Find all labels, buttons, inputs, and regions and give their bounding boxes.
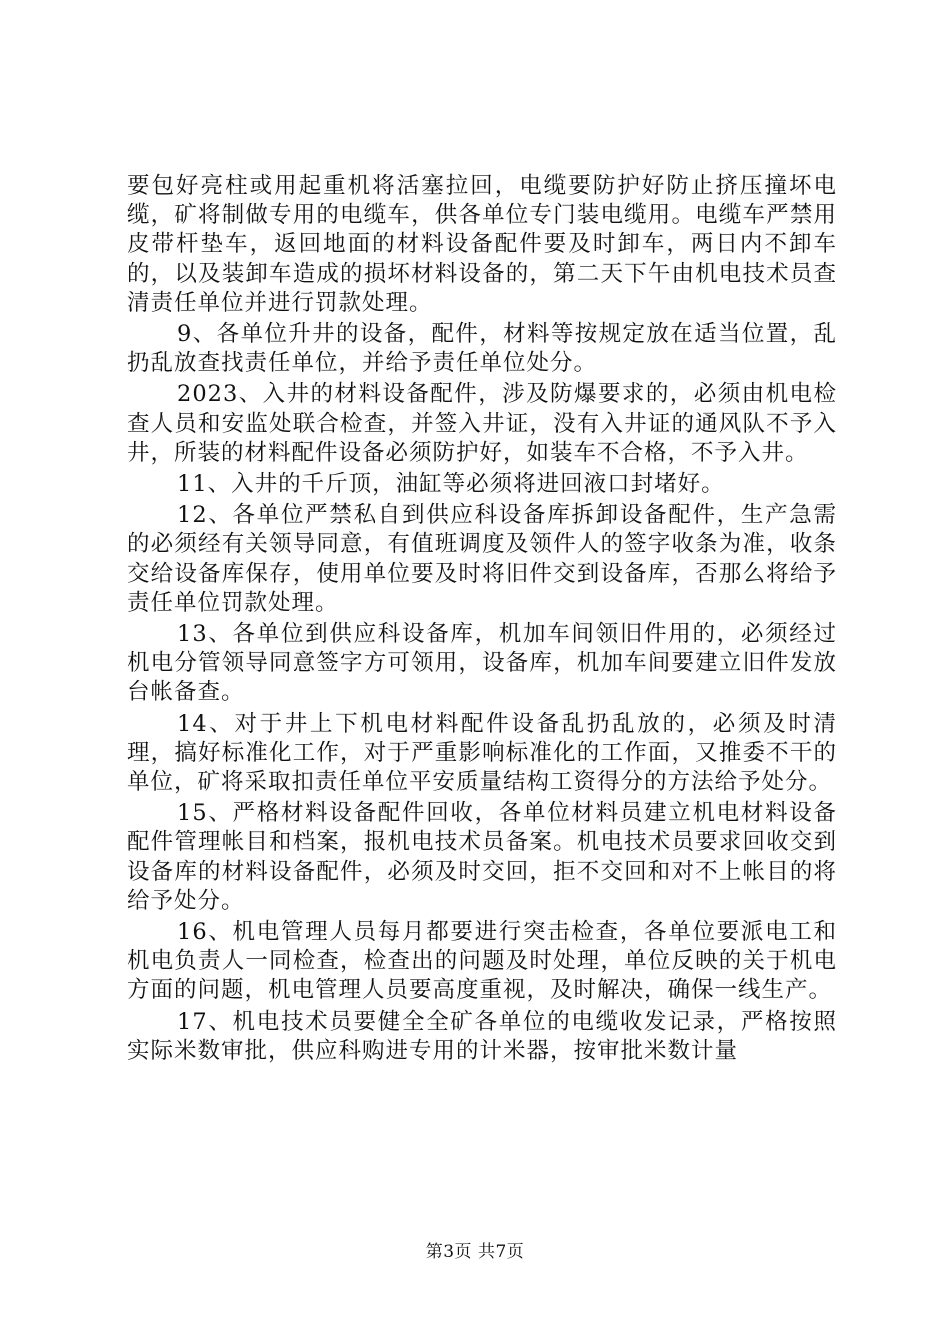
paragraph-item-12: 12、各单位严禁私自到供应科设备库拆卸设备配件，生产急需的必须经有关领导同意，有值班调度及领件人的签字收条为准，收条交给设备库保存，使用单位要及时将旧件交到设备库，否那么将给予责任单位罚款处理。: [127, 502, 837, 616]
paragraph-item-11: 11、入井的千斤顶，油缸等必须将进回液口封堵好。: [177, 471, 725, 498]
paragraph-item-15: 15、严格材料设备配件回收，各单位材料员建立机电材料设备配件管理帐目和档案，报机电技术员备案。机电技术员要求回收交到设备库的材料设备配件，必须及时交回，拒不交回和对不上帐目的将给予处分。: [127, 800, 837, 914]
paragraph-item-2023: 2023、入井的材料设备配件，涉及防爆要求的，必须由机电检查人员和安监处联合检查，并签入井证，没有入井证的通风队不予入井，所装的材料配件设备必须防护好，如装车不合格，不予入井。: [127, 381, 837, 466]
paragraph-continuation: 要包好亮柱或用起重机将活塞拉回，电缆要防护好防止挤压撞坏电缆，矿将制做专用的电缆车，供各单位专门装电缆用。电缆车严禁用皮带杆垫车，返回地面的材料设备配件要及时卸车，两日内不卸车的，以及装卸车造成的损坏材料设备的，第二天下午由机电技术员查清责任单位并进行罚款处理。: [127, 173, 837, 316]
paragraph-item-14: 14、对于井上下机电材料配件设备乱扔乱放的，必须及时清理，搞好标准化工作，对于严重影响标准化的工作面，又推委不干的单位，矿将采取扣责任单位平安质量结构工资得分的方法给予处分。: [127, 710, 837, 796]
paragraph-item-17: 17、机电技术员要健全全矿各单位的电缆收发记录，严格按照实际米数审批，供应科购进专用的计米器，按审批米数计量: [127, 1008, 837, 1064]
paragraph-item-9: 9、各单位升井的设备，配件，材料等按规定放在适当位置，乱扔乱放查找责任单位，并给予责任单位处分。: [127, 321, 837, 377]
page-number-footer: 第3页 共7页: [425, 1242, 525, 1262]
paragraph-item-13: 13、各单位到供应科设备库，机加车间领旧件用的，必须经过机电分管领导同意签字方可领用，设备库，机加车间要建立旧件发放台帐备查。: [127, 621, 837, 706]
paragraph-item-16: 16、机电管理人员每月都要进行突击检查，各单位要派电工和机电负责人一同检查，检查出的问题及时处理，单位反映的关于机电方面的问题，机电管理人员要高度重视，及时解决，确保一线生产。: [127, 919, 837, 1004]
document-body: [127, 172, 837, 1068]
